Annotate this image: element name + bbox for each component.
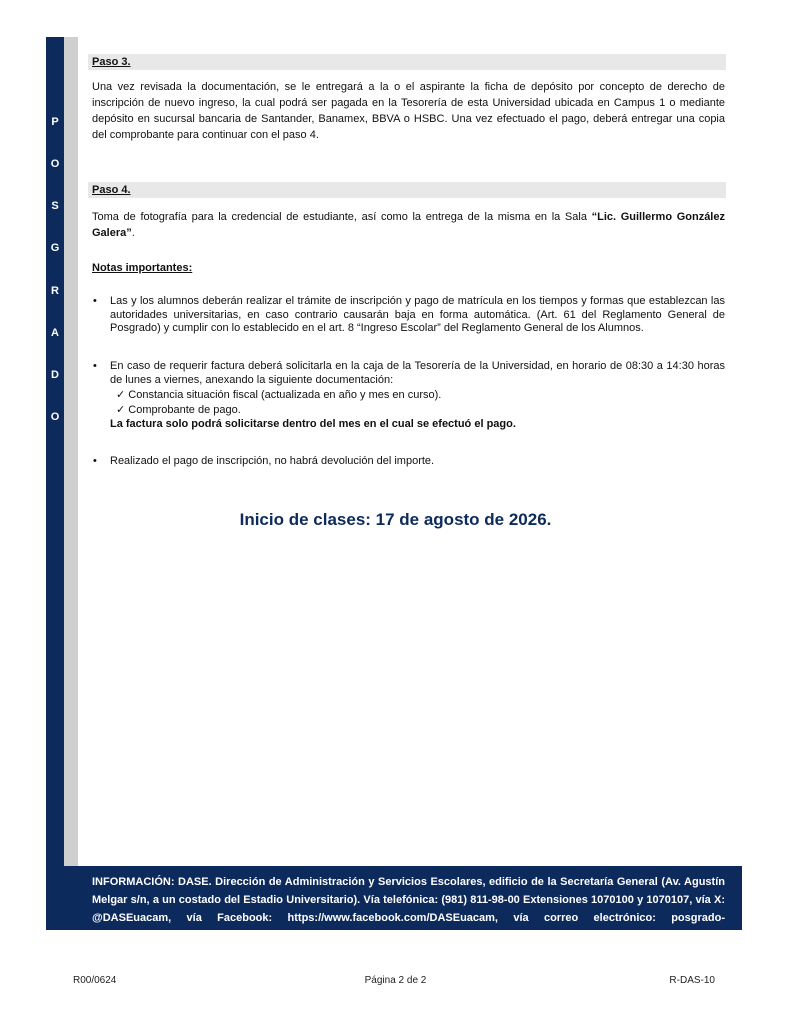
inicio-clases-heading: Inicio de clases: 17 de agosto de 2026.: [239, 510, 552, 529]
check-item-comprobante: ✓ Comprobante de pago.: [116, 404, 241, 416]
section-header-bar: [88, 182, 726, 198]
paso3-paragraph: Una vez revisada la documentación, se le entregará a la o el aspirante la ficha de depósito por concepto de derecho de inscripción de nuevo ingreso, la cual podrá ser pagada en la Tesorería de esta Universidad ubicada en Campus 1 o mediante depósito en sucursal bancaria de Santander, Banamex, BBVA o HSBC. Una vez efectuado el pago, deberá entregar una copia del comprobante para continuar con el paso 4.: [92, 81, 725, 141]
bullet-icon: •: [93, 295, 97, 307]
sidebar-letter: O: [50, 411, 60, 423]
sidebar-letter: O: [50, 158, 60, 170]
nota-item-2: En caso de requerir factura deberá solicitarla en la caja de la Tesorería de la Universidad, en horario de 08:30 a 14:30 horas de lunes a viernes, anexando la siguiente documentación:: [110, 360, 725, 386]
doc-code-right: R-DAS-10: [669, 975, 715, 986]
nota-item-3: Realizado el pago de inscripción, no habrá devolución del importe.: [110, 455, 435, 467]
check-item-constancia: ✓ Constancia situación fiscal (actualizada en año y mes en curso).: [116, 389, 442, 401]
sidebar-letter: S: [51, 200, 59, 212]
paso4-title: Paso 4.: [92, 184, 131, 196]
sidebar-letter: D: [51, 369, 59, 381]
paso4-text-end: .: [131, 227, 135, 239]
sidebar-shadow: [64, 37, 78, 873]
paso4-text: Toma de fotografía para la credencial de estudiante, así como la entrega de la misma en la Sala: [92, 211, 592, 223]
page-number: Página 2 de 2: [364, 975, 427, 986]
nota-item-1: Las y los alumnos deberán realizar el trámite de inscripción y pago de matrícula en los tiempos y formas que establezcan las autoridades universitarias, en caso contrario causarán baja en forma automática. (Art. 61 del Reglamento General de Posgrado) y cumplir con lo establecido en el art. 8 “Ingreso Escolar” del Reglamento General de los Alumnos.: [110, 295, 725, 334]
doc-code-left: R00/0624: [73, 975, 117, 986]
sidebar-letter: G: [50, 242, 60, 254]
section-header-bar: [88, 54, 726, 70]
info-footer-text: INFORMACIÓN: DASE. Dirección de Administración y Servicios Escolares, edificio de la Secretaría General (Av. Agustín Melgar s/n, a un costado del Estadio Universitario). Vía telefónica: (981) 811-98-00 Extensiones 1070100 y 1070107, vía X: @DASEuacam, vía Facebook: https://www.facebook.com/DASEuacam, vía correo electrónico: posgrado-dase@uacam.mx: [92, 876, 725, 942]
bullet-icon: •: [93, 360, 97, 372]
sala-name: “Lic. Guillermo González Galera”: [92, 211, 725, 239]
bullet-icon: •: [93, 455, 97, 467]
factura-note: La factura solo podrá solicitarse dentro del mes en el cual se efectuó el pago.: [110, 418, 516, 430]
notas-title: Notas importantes:: [92, 262, 193, 274]
sidebar-letter: A: [51, 327, 59, 339]
sidebar-letter: P: [51, 116, 59, 128]
paso4-paragraph: [92, 209, 725, 241]
sidebar-letter: R: [51, 285, 59, 297]
paso3-title: Paso 3.: [92, 56, 131, 68]
